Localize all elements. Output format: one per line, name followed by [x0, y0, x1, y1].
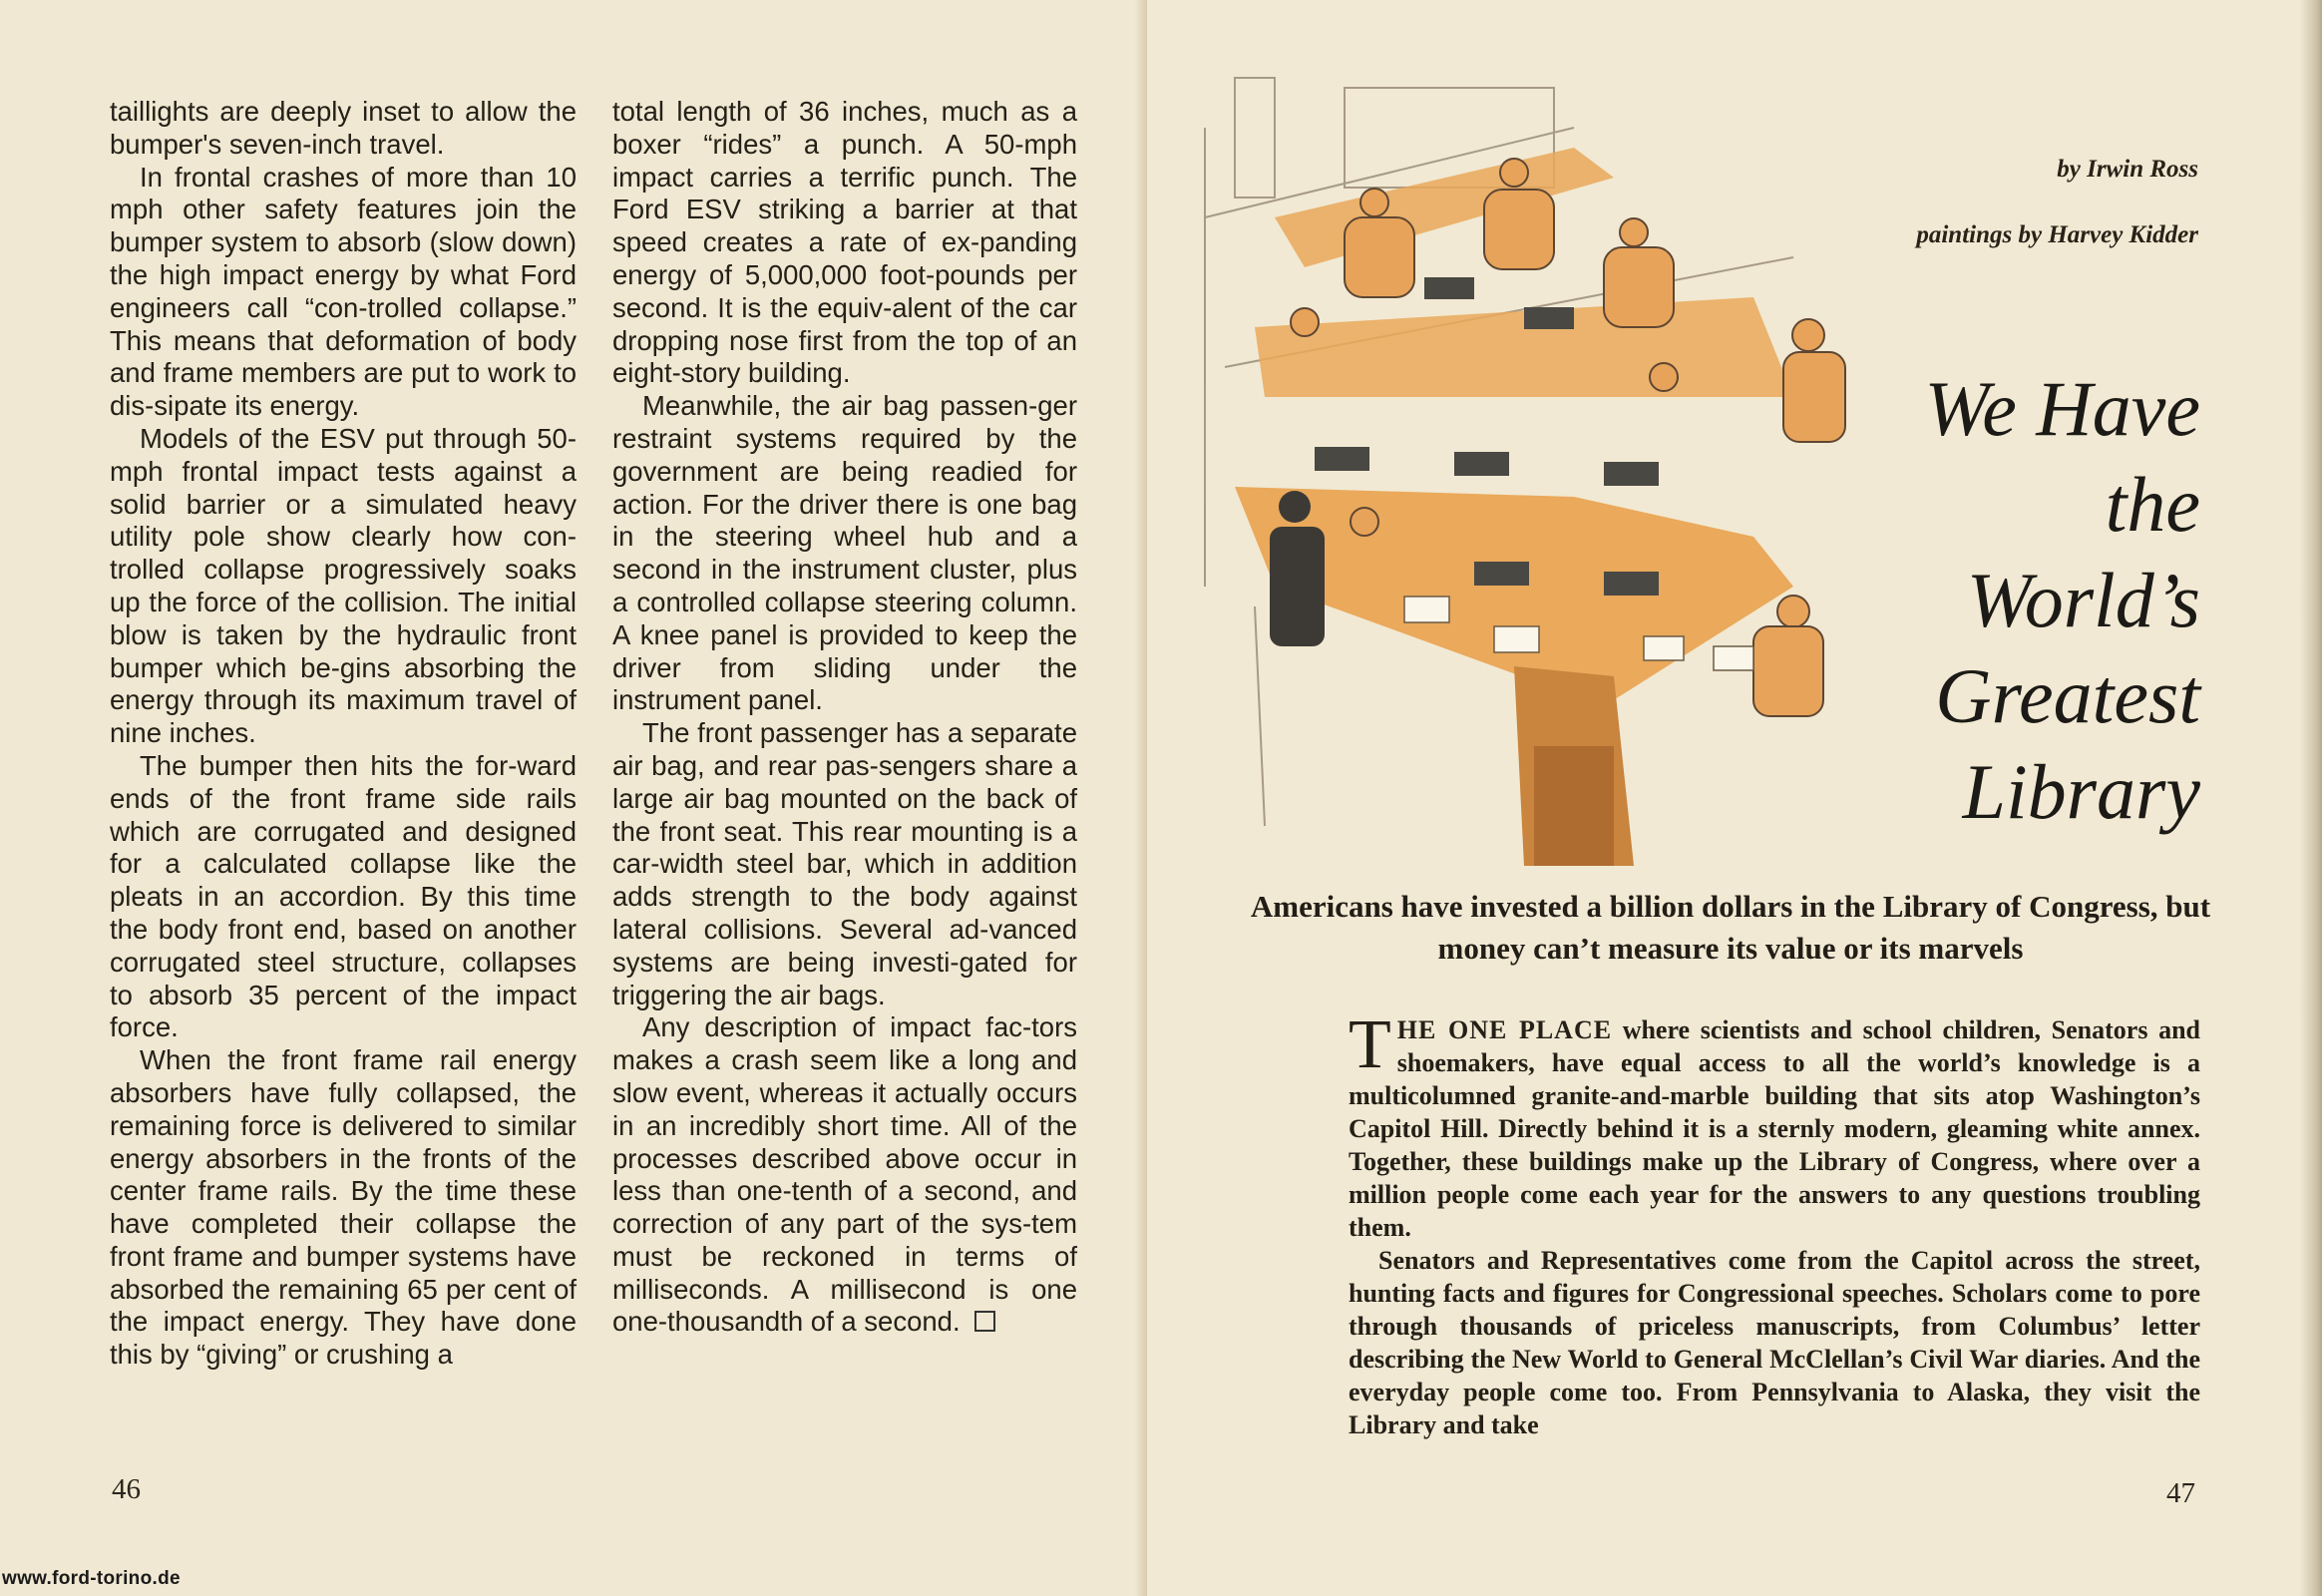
column1-paragraph: When the front frame rail energy absorbers have fully collapsed, the remaining force is delivered to similar energy absorbers in the fronts of the center frame rails. By the time these have completed their collapse the front frame and bumper systems have absorbed the remaining 65 per cent of the impact energy. They have done this by “giving” or crushing a	[110, 1044, 577, 1371]
page-edge	[2300, 0, 2322, 1596]
drop-cap: T	[1349, 1006, 1391, 1083]
article-title	[1732, 361, 2200, 840]
title-line: We Have	[1924, 365, 2200, 452]
watermark: www.ford-torino.de	[2, 1568, 181, 1589]
body-paragraph-2: Senators and Representatives come from the Capitol across the street, hunting facts and figures for Congressional speeches. Scholars come to pore through thousands of priceless manuscripts, from Columbus’ letter describing the New World to General McClellan’s Civil War diaries. And the everyday people come too. From Pennsylvania to Alaska, they visit the Library and take	[1349, 1246, 2200, 1439]
left-page	[0, 0, 1147, 1596]
column1-paragraph: The bumper then hits the for-ward ends of the front frame side rails which are corrugated and designed for a calculated collapse like the pleats in an accordion. By this time the body front end, based on another corrugated steel structure, collapses to absorb 35 percent of the impact force.	[110, 749, 577, 1043]
article-body	[1349, 1006, 2200, 1441]
column2-paragraph: Meanwhile, the air bag passen-ger restraint systems required by the government are being readied for action. For the driver there is one bag in the steering wheel hub and a second in the instrument cluster, plus a controlled collapse steering column. A knee panel is provided to keep the driver from sliding under the instrument panel.	[612, 390, 1077, 716]
column1-paragraph: taillights are deeply inset to allow the bumper's seven-inch travel.	[110, 96, 577, 160]
byline-author: by Irwin Ross	[2057, 156, 2198, 183]
column1-paragraph: Models of the ESV put through 50-mph frontal impact tests against a solid barrier or a simulated heavy utility pole show clearly how con-trolled collapse progressively soaks up the force of the collision. The initial blow is taken by the hydraulic front bumper which be-gins absorbing the energy through its maximum travel of nine inches.	[110, 422, 577, 749]
article-column-2	[612, 96, 1077, 1339]
column2-paragraph: total length of 36 inches, much as a boxer “rides” a punch. A 50-mph impact carries a terrific punch. The Ford ESV striking a barrier at that speed creates a rate of ex-panding energy of 5,000,000 foot-pounds per second. It is the equiv-alent of the car dropping nose first from the top of an eight-story building.	[612, 96, 1077, 389]
title-line: World’s	[1966, 557, 2200, 643]
page-number-right: 47	[2166, 1477, 2195, 1509]
column2-paragraph: The front passenger has a separate air bag, and rear pas-sengers share a large air bag mounted on the back of the front seat. This rear mounting is a car-width steel bar, which in addition adds strength to the body against lateral collisions. Several ad-vanced systems are being investi-gated for triggering the air bags.	[612, 717, 1077, 1010]
page-number-left: 46	[112, 1473, 141, 1505]
title-line: Greatest	[1935, 652, 2200, 739]
title-line: Library	[1962, 748, 2200, 835]
byline-paintings: paintings by Harvey Kidder	[1916, 221, 2198, 248]
title-line: the	[2105, 461, 2200, 548]
column2-final-text: Any description of impact fac-tors makes a crash seem like a long and slow event, whereas it actually occurs in an incredibly short time. All of the processes described above occur in less than one-tenth of a second, and correction of any part of the sys-tem must be reckoned in terms of milliseconds. A millisecond is one one-thousandth of a second.	[612, 1011, 1077, 1338]
column2-paragraph	[612, 1011, 1077, 1339]
body-paragraph-1-text: where scientists and school children, Senators and shoemakers, have equal access to all the world’s knowledge is a multicolumned granite-and-marble building that sits atop Washington’s Capitol Hill. Directly behind it is a sternly modern, gleaming white annex. Together, these buildings make up the Library of Congress, where over a million people come each year for the answers to any questions troubling them.	[1349, 1015, 2200, 1242]
lead-in: HE ONE PLACE	[1396, 1015, 1613, 1044]
column1-paragraph: In frontal crashes of more than 10 mph other safety features join the bumper system to absorb (slow down) the high impact energy by what Ford engineers call “con-trolled collapse.” This means that deformation of body and frame members are put to work to dis-sipate its energy.	[110, 161, 577, 422]
article-deck: Americans have invested a billion dollars in the Library of Congress, but money can’t measure its value or its marvels	[1250, 889, 2211, 966]
body-paragraph-1	[1349, 1006, 2200, 1244]
end-of-article-mark	[974, 1311, 995, 1332]
article-column-1	[110, 96, 577, 1372]
